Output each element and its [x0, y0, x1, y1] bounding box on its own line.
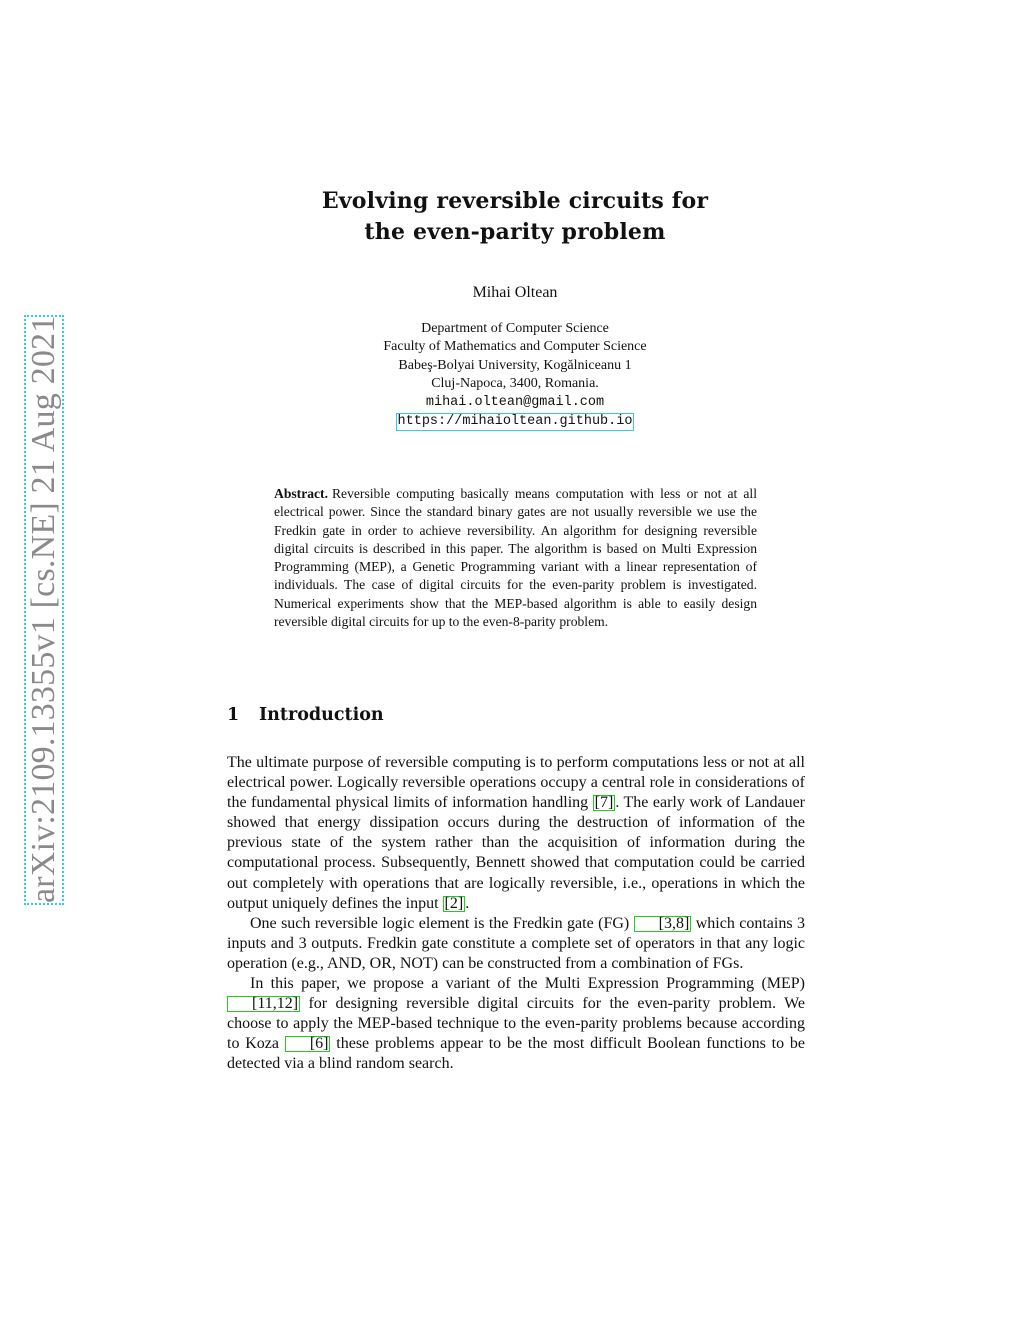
citation-link-2[interactable]: [2] [444, 894, 464, 912]
affiliation-city: Cluj-Napoca, 3400, Romania. [431, 376, 599, 392]
paper-title-line-2: the even-parity problem [364, 219, 666, 245]
paper-title [0, 186, 1024, 248]
paragraph-2 [227, 914, 805, 974]
section-number: 1 [227, 705, 240, 725]
paragraph-2-text-b: which contains 3 inputs and 3 outputs. Fredkin gate constitute a complete set of operators in that any logic operation (e.g., AND, OR, NOT) can be constructed from a combination of FGs. [227, 914, 805, 972]
citation-link-11-12[interactable]: [11,12] [227, 996, 300, 1012]
author-email: mihai.oltean@gmail.com [425, 394, 605, 410]
paper-title-line-1: Evolving reversible circuits for [321, 188, 709, 214]
citation-link-6[interactable]: [6] [285, 1036, 331, 1052]
abstract-label: Abstract. [274, 486, 328, 501]
citation-link-3-8[interactable]: [3,8] [634, 916, 692, 932]
paragraph-3-text-c: these problems appear to be the most difficult Boolean functions to be detected via a blind random search. [227, 1035, 806, 1073]
section-heading-introduction [227, 705, 384, 725]
paragraph-2-text-a: One such reversible logic element is the Fredkin gate (FG) [250, 914, 634, 932]
paragraph-3-text-b: for designing reversible digital circuits for the even-parity problem. We choose to apply the MEP-based technique to the even-parity problems because according to Koza [227, 995, 805, 1053]
arxiv-identifier-stamp: arXiv:2109.13355v1 [cs.NE] 21 Aug 2021 [25, 315, 62, 903]
author-homepage-link[interactable]: https://mihaioltean.github.io [397, 414, 633, 430]
affiliation-faculty: Faculty of Mathematics and Computer Science [383, 339, 647, 355]
paragraph-1-text-c: . [465, 894, 470, 912]
paragraph-3 [227, 974, 805, 1074]
paragraph-1-text-b: . The early work of Landauer showed that energy dissipation occurs during the destruction of information of the previous state of the system rather than the acquisition of information during the computational process. Subsequently, Bennett showed that computation could be carried out completely with operations that are logically reversible, i.e., operations in which the output uniquely defines the input [227, 794, 805, 912]
paragraph-1 [227, 753, 805, 914]
affiliation-university: Babeş-Bolyai University, Kogălniceanu 1 [398, 357, 632, 373]
paragraph-3-text-a: In this paper, we propose a variant of the Multi Expression Programming (MEP) [250, 975, 805, 993]
paragraph-1-text-a: The ultimate purpose of reversible computing is to perform computations less or not at all electrical power. Logically reversible operations occupy a central role in considerations of the fundamental physical limits of information handling [227, 754, 805, 812]
citation-link-7[interactable]: [7] [594, 794, 614, 812]
section-title: Introduction [259, 705, 384, 725]
author-name: Mihai Oltean [472, 284, 558, 301]
affiliation-department: Department of Computer Science [421, 321, 609, 336]
abstract [274, 485, 757, 631]
abstract-text: Reversible computing basically means computation with less or not at all electrical power. Since the standard binary gates are not usually reversible we use the Fredkin gate in order to achieve reversibility. An algorithm for designing reversible digital circuits is described in this paper. The algorithm is based on Multi Expression Programming (MEP), a Genetic Programming variant with a linear representation of individuals. The case of digital circuits for the even-parity problem is investigated. Numerical experiments show that the MEP-based algorithm is able to easily design reversible digital circuits for up to the even-8-parity problem. [274, 486, 757, 630]
introduction-body [227, 753, 805, 1075]
author-affiliation [0, 320, 1024, 431]
